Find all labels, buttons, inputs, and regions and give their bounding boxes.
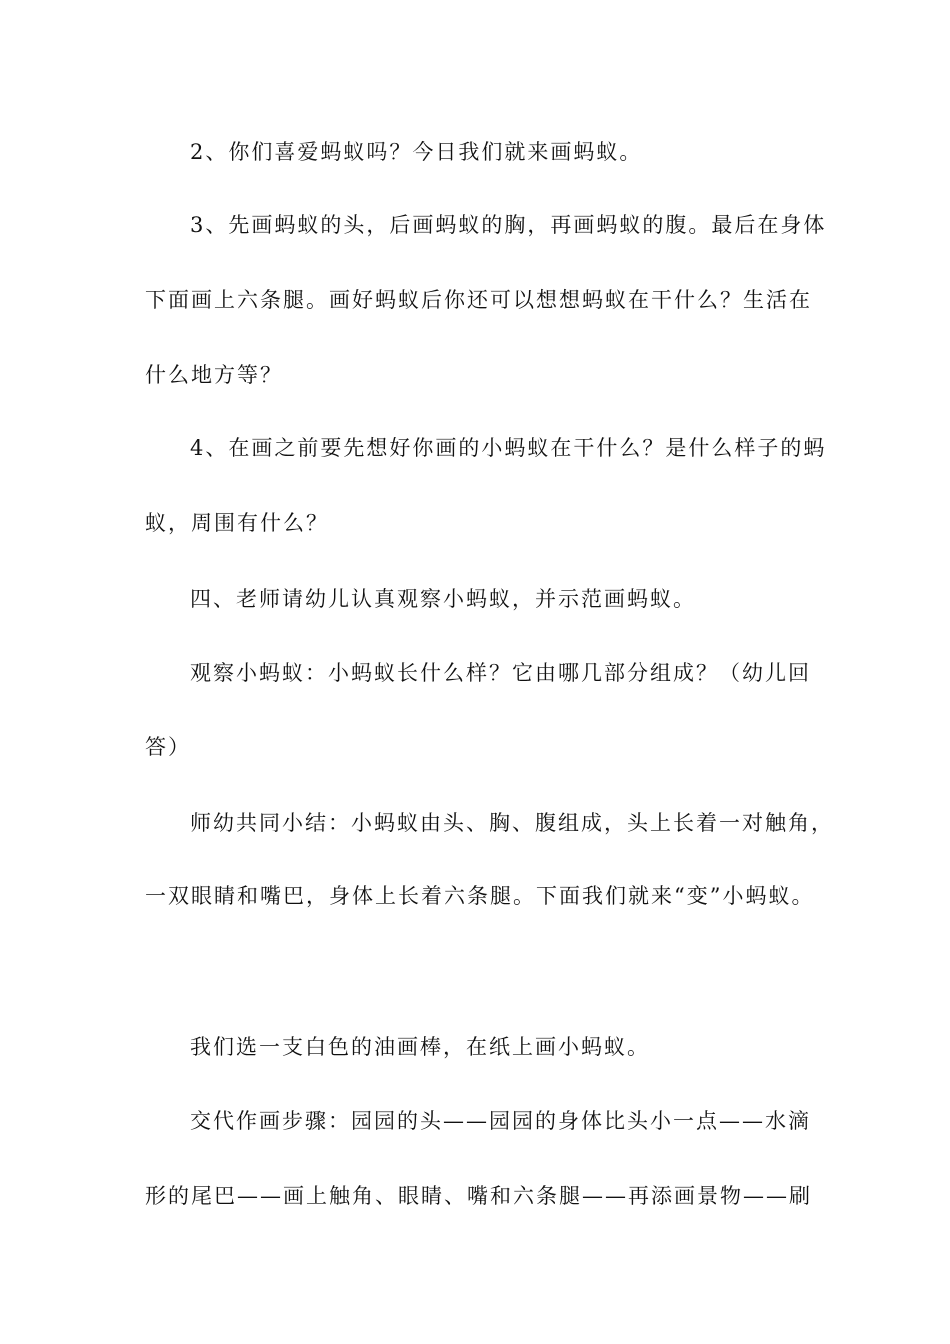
paragraph-line: 答） [145,735,191,759]
paragraph-line: 3、先画蚂蚁的头，后画蚂蚁的胸，再画蚂蚁的腹。最后在身体 [190,213,827,237]
paragraph-line: 四、老师请幼儿认真观察小蚂蚁，并示范画蚂蚁。 [190,587,696,611]
paragraph-line: 观察小蚂蚁：小蚂蚁长什么样？它由哪几部分组成？（幼儿回 [190,661,811,685]
paragraph-line: 一双眼睛和嘴巴，身体上长着六条腿。下面我们就来“变”小蚂蚁。 [145,884,815,908]
paragraph-line: 交代作画步骤：园园的头——园园的身体比头小一点——水滴 [190,1109,811,1133]
paragraph-line: 什么地方等？ [145,363,283,387]
paragraph-line: 下面画上六条腿。画好蚂蚁后你还可以想想蚂蚁在干什么？生活在 [145,288,812,312]
paragraph-line: 形的尾巴——画上触角、眼睛、嘴和六条腿——再添画景物——刷 [145,1184,812,1208]
paragraph-line: 蚁，周围有什么？ [145,511,329,535]
paragraph-line: 我们选一支白色的油画棒，在纸上画小蚂蚁。 [190,1035,650,1059]
paragraph-line: 师幼共同小结：小蚂蚁由头、胸、腹组成，头上长着一对触角， [190,811,834,835]
paragraph-line: 4、在画之前要先想好你画的小蚂蚁在干什么？是什么样子的蚂 [190,436,827,460]
paragraph-line: 2、你们喜爱蚂蚁吗？今日我们就来画蚂蚁。 [190,140,643,164]
